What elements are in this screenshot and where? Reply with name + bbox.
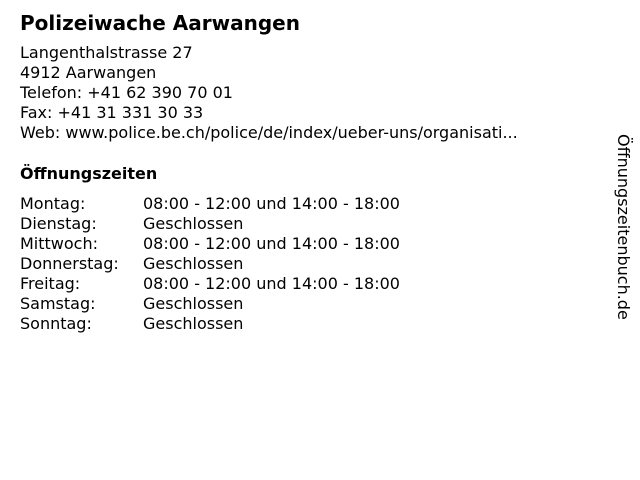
day-hours: 08:00 - 12:00 und 14:00 - 18:00 (143, 194, 400, 213)
day-hours: 08:00 - 12:00 und 14:00 - 18:00 (143, 274, 400, 293)
phone-number[interactable]: +41 62 390 70 01 (87, 83, 233, 102)
day-label: Donnerstag: (20, 254, 119, 273)
day-label: Mittwoch: (20, 234, 98, 253)
street-address: Langenthalstrasse 27 (20, 43, 193, 62)
hours-row-friday (20, 274, 400, 294)
hours-row-monday (20, 194, 400, 214)
day-hours: Geschlossen (143, 254, 244, 273)
day-label: Freitag: (20, 274, 81, 293)
opening-hours-heading: Öffnungszeiten (20, 164, 158, 183)
day-hours: Geschlossen (143, 294, 244, 313)
day-label: Sonntag: (20, 314, 92, 333)
contact-block (20, 43, 580, 143)
station-title: Polizeiwache Aarwangen (20, 11, 300, 35)
day-hours: Geschlossen (143, 314, 244, 333)
hours-row-thursday (20, 254, 400, 274)
website-link[interactable]: www.police.be.ch/police/de/index/ueber-uns/organisati... (65, 123, 518, 142)
day-label: Dienstag: (20, 214, 97, 233)
hours-row-sunday (20, 314, 400, 334)
fax-line (20, 103, 580, 123)
web-label: Web: (20, 123, 61, 142)
opening-hours-table (20, 194, 400, 334)
fax-label: Fax: (20, 103, 53, 122)
web-line (20, 123, 580, 143)
phone-line (20, 83, 580, 103)
hours-row-wednesday (20, 234, 400, 254)
day-label: Montag: (20, 194, 86, 213)
day-label: Samstag: (20, 294, 96, 313)
hours-row-tuesday (20, 214, 400, 234)
fax-number: +41 31 331 30 33 (57, 103, 204, 122)
site-watermark: Öffnungszeitenbuch.de (614, 134, 633, 320)
phone-label: Telefon: (20, 83, 83, 102)
day-hours: 08:00 - 12:00 und 14:00 - 18:00 (143, 234, 400, 253)
hours-row-saturday (20, 294, 400, 314)
city-address: 4912 Aarwangen (20, 63, 157, 82)
day-hours: Geschlossen (143, 214, 244, 233)
